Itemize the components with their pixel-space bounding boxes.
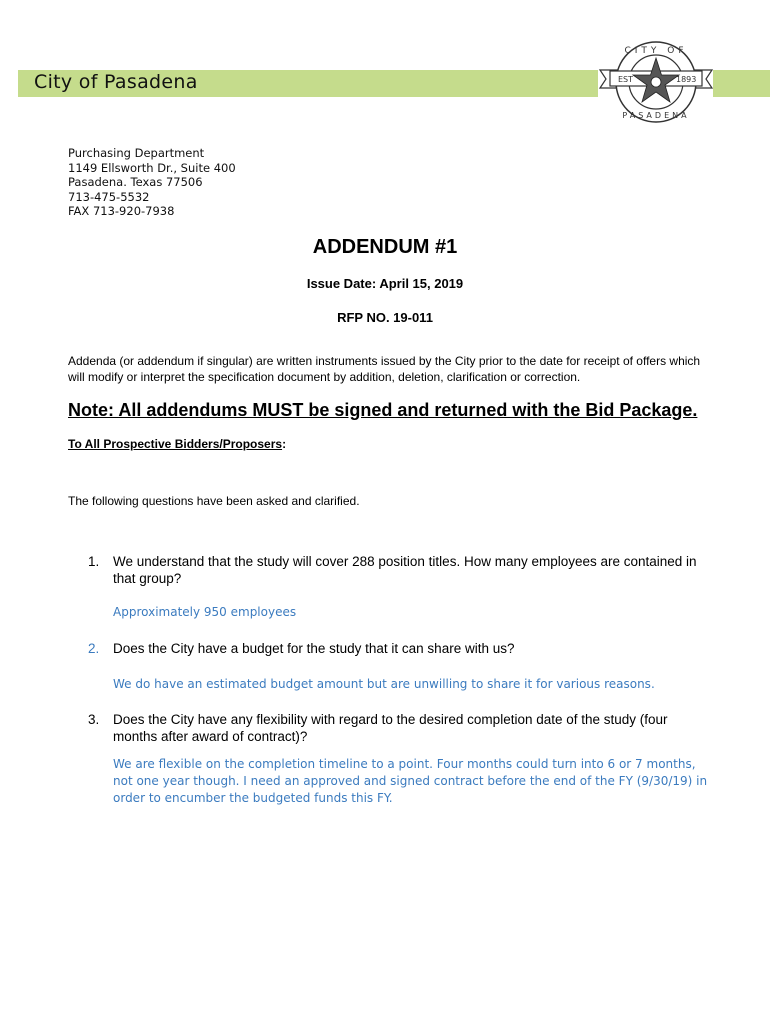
salutation-text: To All Prospective Bidders/Proposers bbox=[68, 437, 283, 451]
seal-year-text: 1893 bbox=[676, 75, 697, 84]
header-banner-right bbox=[713, 70, 770, 97]
fax-number: FAX 713-920-7938 bbox=[68, 204, 175, 218]
question-number: 2. bbox=[88, 641, 100, 656]
intro-paragraph: Addenda (or addendum if singular) are written instruments issued by the City prior to the date for receipt of offers which will modify or interpret the specification document by addition, deletion, clarification or correction. bbox=[68, 354, 701, 384]
department-name: Purchasing Department bbox=[68, 146, 205, 160]
answer-text: We are flexible on the completion timeline to a point. Four months could turn into 6 or 7 months, not one year though. I need an approved and signed contract before the end of the FY (9/30/19) in order to encumber the budgeted funds this FY. bbox=[113, 757, 708, 805]
following-text: The following questions have been asked and clarified. bbox=[68, 494, 360, 508]
seal-est-text: EST bbox=[618, 75, 634, 84]
city-name: City of Pasadena bbox=[34, 71, 198, 93]
note-heading: Note: All addendums MUST be signed and returned with the Bid Package. bbox=[68, 400, 698, 420]
salutation bbox=[68, 437, 286, 451]
seal-top-text: CITY OF bbox=[624, 46, 688, 56]
question-text: Does the City have a budget for the study that it can share with us? bbox=[113, 641, 515, 656]
answer-text: We do have an estimated budget amount but are unwilling to share it for various reasons. bbox=[113, 677, 655, 691]
question-text: Does the City have any flexibility with regard to the desired completion date of the study (four months after award of contract)? bbox=[113, 712, 668, 744]
document-title: ADDENDUM #1 bbox=[312, 236, 458, 258]
question-number: 3. bbox=[88, 712, 100, 727]
answer-text: Approximately 950 employees bbox=[113, 605, 297, 619]
seal-bottom-text: PASADENA bbox=[622, 111, 690, 120]
department-address bbox=[68, 146, 236, 219]
question-number: 1. bbox=[88, 554, 100, 569]
city-seal-logo bbox=[596, 40, 716, 132]
street-address: 1149 Ellsworth Dr., Suite 400 bbox=[68, 160, 236, 175]
city-state-zip: Pasadena. Texas 77506 bbox=[68, 175, 203, 189]
issue-date: Issue Date: April 15, 2019 bbox=[306, 276, 464, 291]
phone-number: 713-475-5532 bbox=[68, 189, 150, 204]
question-text: We understand that the study will cover 288 position titles. How many employees are contained in that group? bbox=[113, 554, 697, 586]
salutation-colon: : bbox=[282, 437, 287, 451]
rfp-number: RFP NO. 19-011 bbox=[337, 310, 433, 325]
